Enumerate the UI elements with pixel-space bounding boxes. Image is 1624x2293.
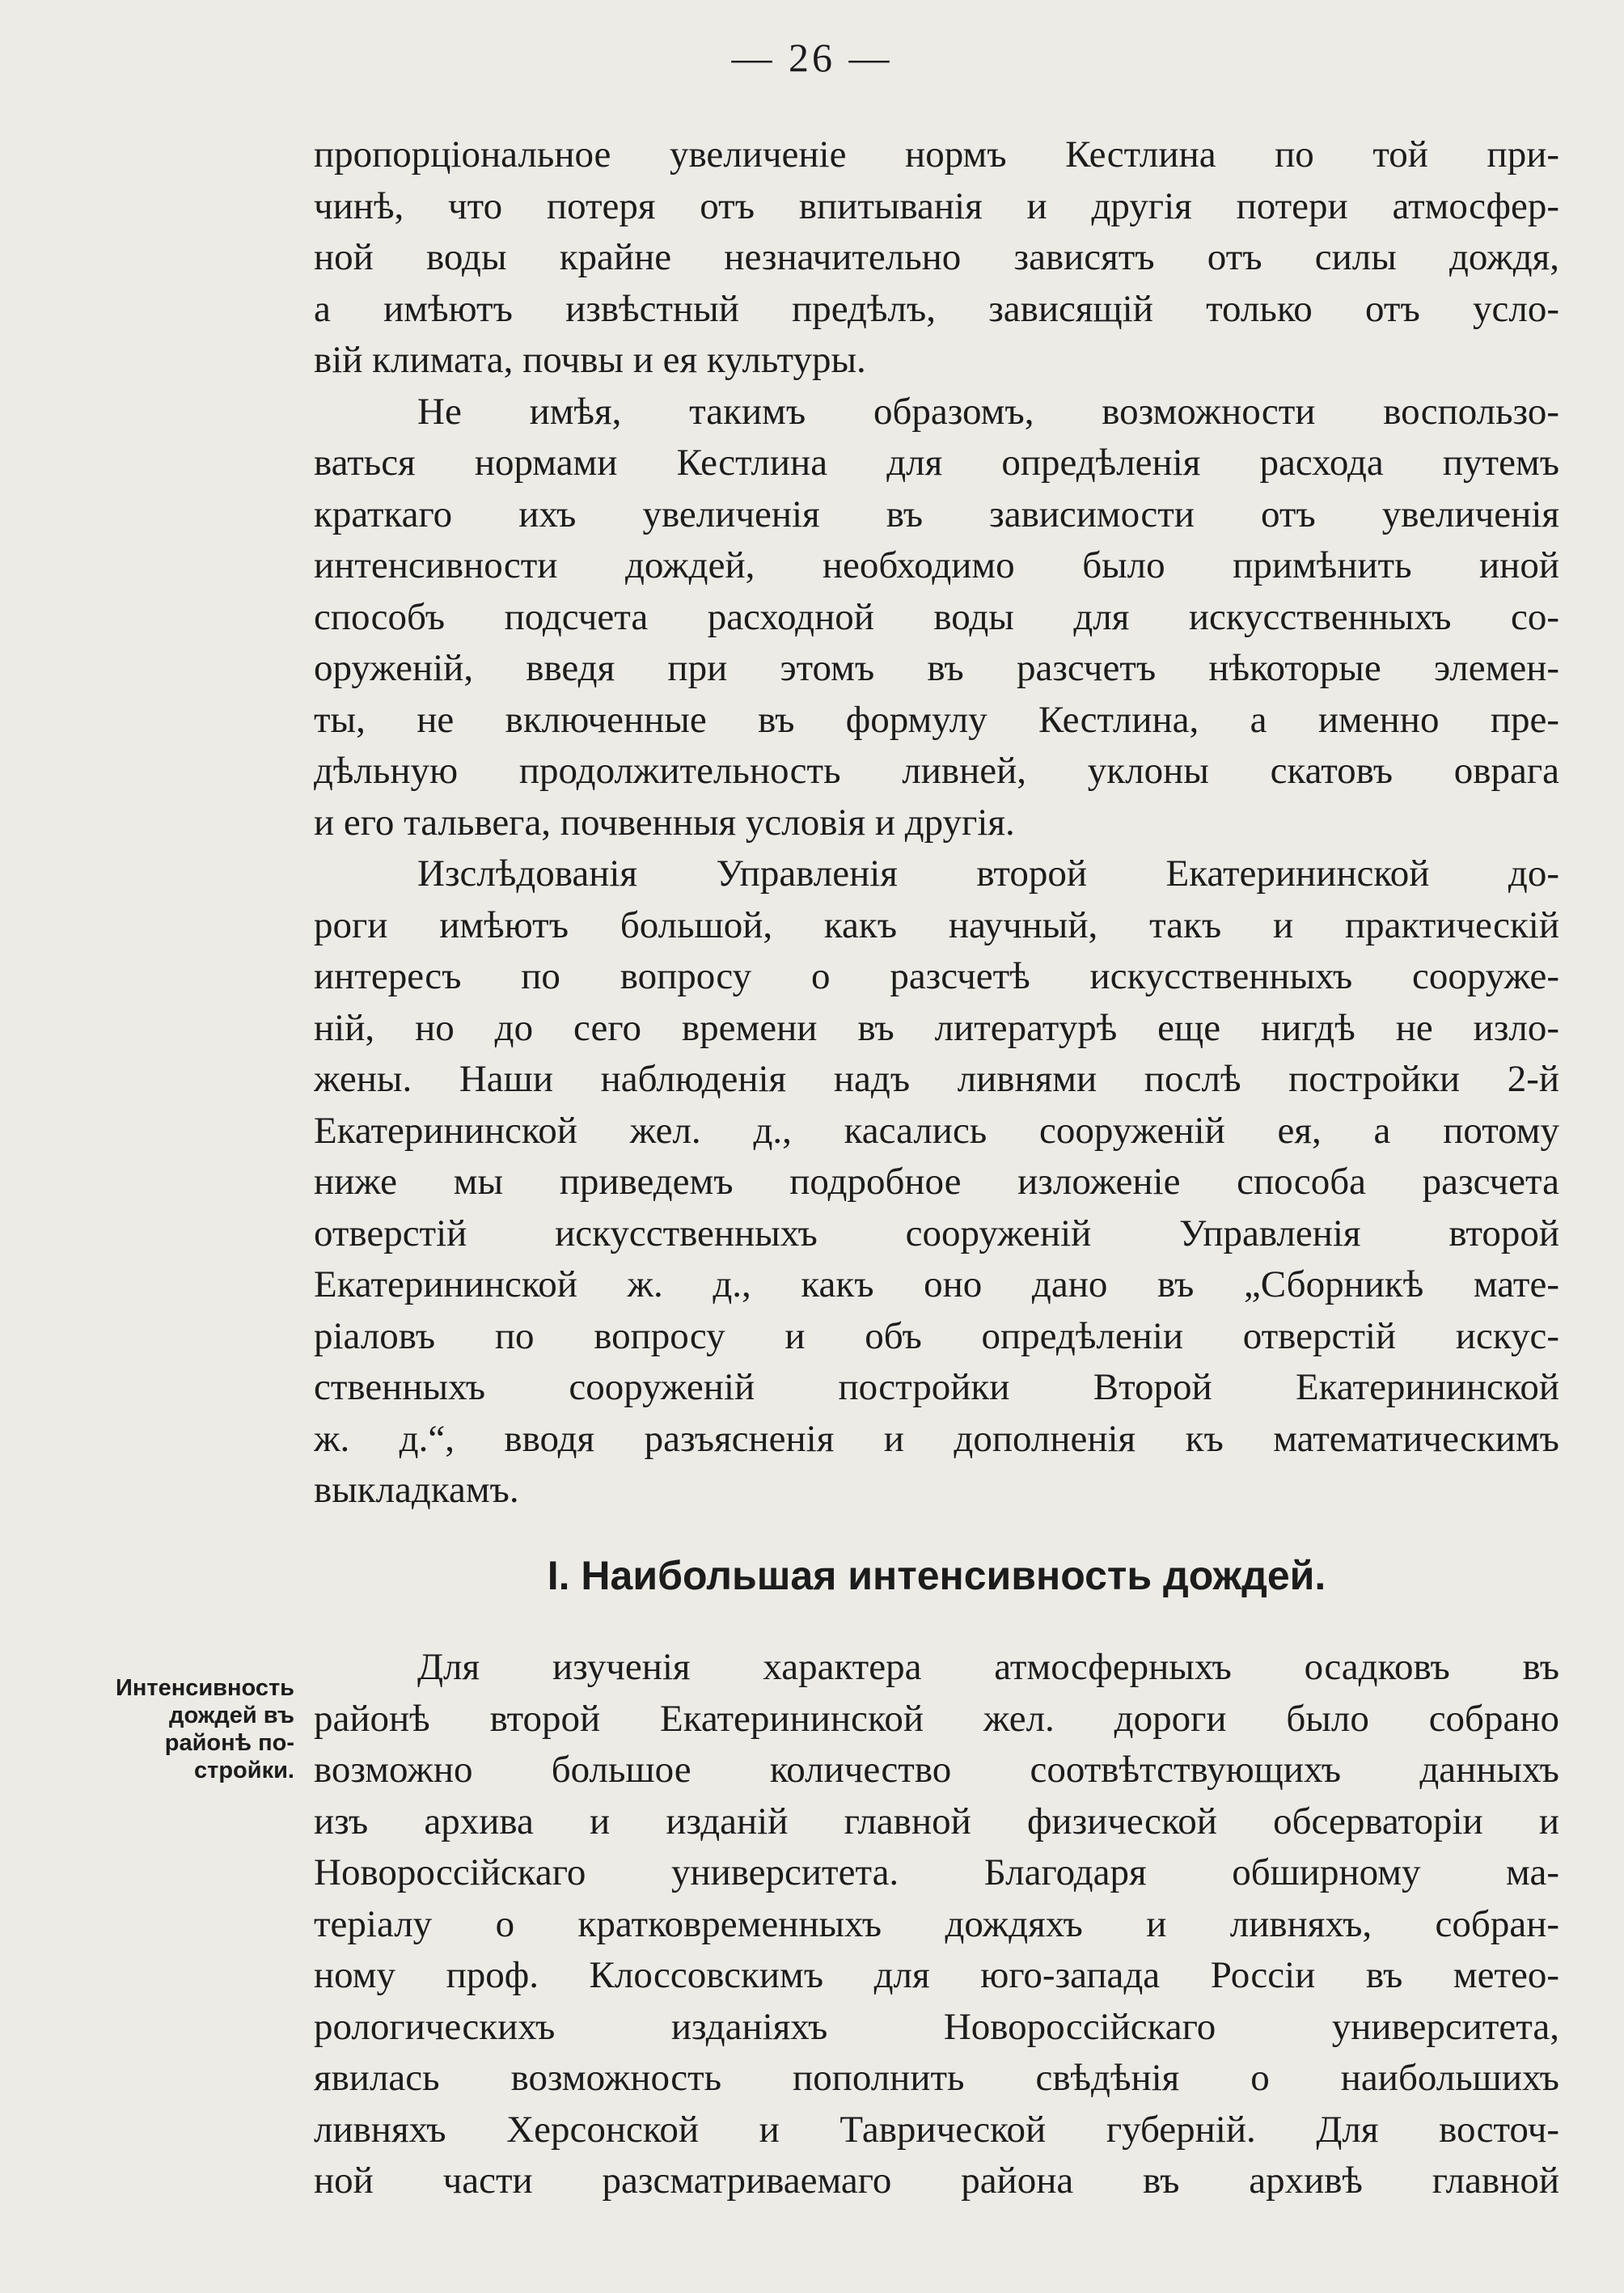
paragraph-4 [314, 1642, 1559, 2207]
margin-note-line: Интенсивность [116, 1675, 294, 1701]
text-line: ному проф. Клоссовскимъ для юго-запада Россіи въ метео- [314, 1954, 1559, 1996]
text-line: роги имѣютъ большой, какъ научный, такъ и практическій [314, 903, 1559, 946]
text-line: ж. д.“, вводя разъясненія и дополненія къ математическимъ [314, 1417, 1559, 1460]
text-line: Изслѣдованія Управленія второй Екатерининской до- [417, 852, 1559, 895]
page-number: — 26 — [731, 35, 893, 80]
text-line: вій климата, почвы и ея культуры. [314, 339, 866, 381]
text-line: ственныхъ сооруженій постройки Второй Екатерининской [314, 1366, 1559, 1408]
text-line: Для изученія характера атмосферныхъ осадковъ въ [417, 1646, 1559, 1688]
text-line: ты, не включенные въ формулу Кестлина, а именно пре- [314, 698, 1559, 741]
text-line: Не имѣя, такимъ образомъ, возможности воспользо- [417, 390, 1559, 433]
margin-note [84, 1674, 294, 1784]
section-heading: I. Наибольшая интенсивность дождей. [547, 1553, 1326, 1598]
text-line: жены. Наши наблюденія надъ ливнями послѣ постройки 2-й [314, 1058, 1559, 1100]
text-line: ной воды крайне незначительно зависятъ отъ силы дождя, [314, 236, 1559, 278]
text-line: ріаловъ по вопросу и объ опредѣленіи отверстій искус- [314, 1314, 1559, 1357]
text-line: Новороссійскаго университета. Благодаря обширному ма- [314, 1851, 1559, 1893]
text-line: способъ подсчета расходной воды для искусственныхъ со- [314, 595, 1559, 638]
text-line: теріалу о кратковременныхъ дождяхъ и ливняхъ, собран- [314, 1902, 1559, 1945]
text-line: отверстій искусственныхъ сооруженій Управленія второй [314, 1212, 1559, 1254]
text-line: ливняхъ Херсонской и Таврической губерній. Для восточ- [314, 2108, 1559, 2151]
text-line: выкладкамъ. [314, 1469, 519, 1511]
text-line: а имѣютъ извѣстный предѣлъ, зависящій только отъ усло- [314, 287, 1559, 330]
paragraph-2 [314, 387, 1559, 849]
text-line: Екатерининской ж. д., какъ оно дано въ „Сборникѣ мате- [314, 1263, 1559, 1305]
text-line: районѣ второй Екатерининской жел. дороги было собрано [314, 1697, 1559, 1740]
margin-note-line: районѣ по- [164, 1730, 294, 1756]
text-line: ниже мы приведемъ подробное изложеніе способа разсчета [314, 1161, 1559, 1203]
text-line: дѣльную продолжительность ливней, уклоны скатовъ оврага [314, 750, 1559, 792]
paragraph-1 [314, 129, 1559, 387]
text-line: ваться нормами Кестлина для опредѣленія расхода путемъ [314, 442, 1559, 484]
margin-note-line: дождей въ [169, 1703, 294, 1728]
text-line: пропорціональное увеличеніе нормъ Кестлина по той при- [314, 133, 1559, 176]
margin-note-line: стройки. [194, 1758, 294, 1783]
text-line: Екатерининской жел. д., касались сооруженій ея, а потому [314, 1109, 1559, 1152]
text-line: интересъ по вопросу о разсчетѣ искусственныхъ сооруже- [314, 955, 1559, 997]
text-line: ній, но до сего времени въ литературѣ еще нигдѣ не изло- [314, 1006, 1559, 1049]
text-line: оруженій, введя при этомъ въ разсчетъ нѣкоторые элемен- [314, 647, 1559, 689]
text-line: изъ архива и изданій главной физической обсерваторіи и [314, 1800, 1559, 1842]
text-line: рологическихъ изданіяхъ Новороссійскаго университета, [314, 2005, 1559, 2048]
text-line: интенсивности дождей, необходимо было примѣнить иной [314, 544, 1559, 586]
paragraph-3 [314, 848, 1559, 1517]
text-line: чинѣ, что потеря отъ впитыванія и другія потери атмосфер- [314, 184, 1559, 227]
text-line: явилась возможность пополнить свѣдѣнія о наибольшихъ [314, 2057, 1559, 2099]
text-line: возможно большое количество соотвѣтствующихъ данныхъ [314, 1749, 1559, 1791]
text-line: ной части разсматриваемаго района въ архивѣ главной [314, 2160, 1559, 2202]
text-line: краткаго ихъ увеличенія въ зависимости отъ увеличенія [314, 493, 1559, 535]
text-line: и его тальвега, почвенныя условія и другія. [314, 801, 1015, 844]
